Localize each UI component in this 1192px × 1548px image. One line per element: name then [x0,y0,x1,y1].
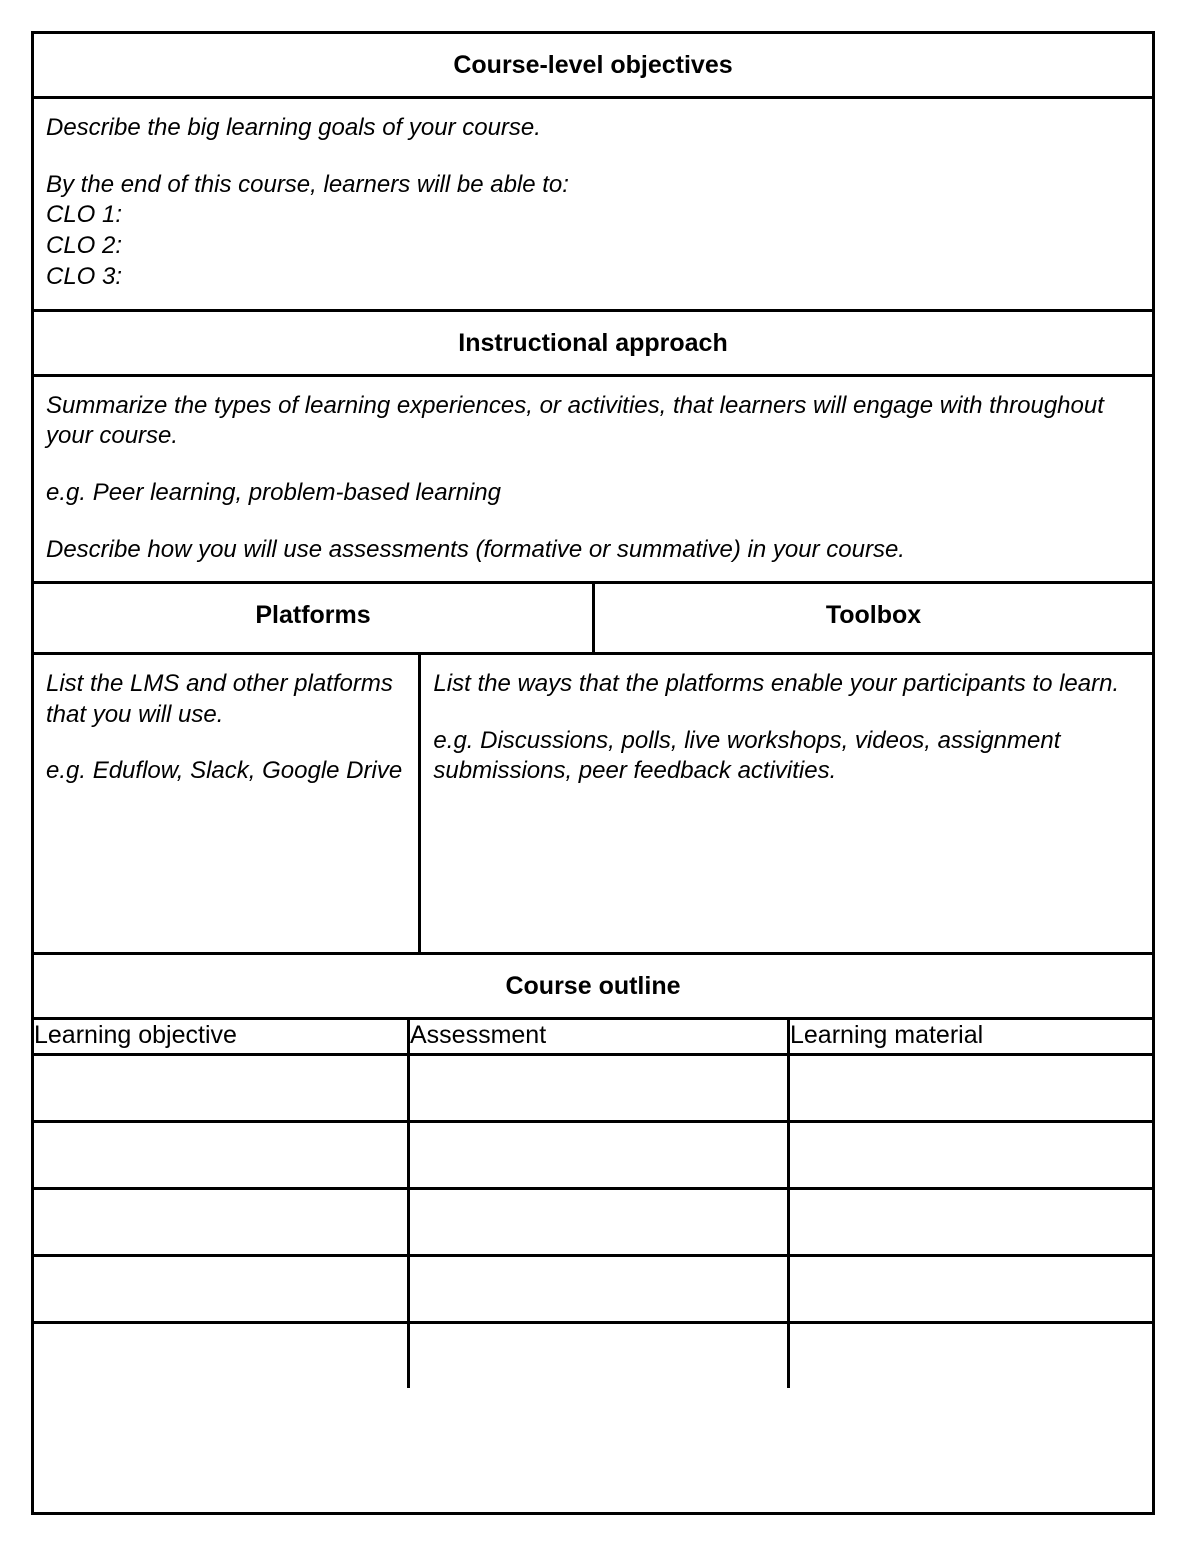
course-objectives-content[interactable] [34,99,1152,309]
column-header-assessment: Assessment [409,1020,789,1055]
instructional-approach-assessment-prompt: Describe how you will use assessments (formative or summative) in your course. [46,535,905,563]
toolbox-header-cell [595,584,1152,652]
toolbox-content[interactable] [421,655,1152,800]
cell-learning-material[interactable] [789,1189,1153,1256]
section-header-course-objectives [34,34,1152,99]
instructional-approach-content[interactable] [34,377,1152,582]
course-outline-title: Course outline [505,972,681,1001]
cell-assessment[interactable] [409,1055,789,1122]
toolbox-title: Toolbox [825,601,922,630]
course-objectives-stem: By the end of this course, learners will be able to: [46,170,569,198]
course-objectives-title: Course-level objectives [453,51,733,79]
section-header-platforms-toolbox [34,584,1152,655]
cell-learning-material[interactable] [789,1323,1153,1389]
table-row[interactable] [34,1256,1152,1323]
cell-assessment[interactable] [409,1122,789,1189]
platforms-header-cell [34,584,595,652]
toolbox-example: e.g. Discussions, polls, live workshops, videos, assignment submissions, peer feedback activities. [433,726,1061,784]
column-header-learning-material: Learning material [790,1021,984,1050]
section-header-course-outline [34,955,1152,1020]
instructional-approach-title: Instructional approach [458,328,728,357]
cell-assessment[interactable] [409,1256,789,1323]
toolbox-body-cell[interactable] [421,655,1152,952]
table-row[interactable] [34,1055,1152,1122]
table-header-row [34,1020,1152,1055]
section-body-instructional-approach[interactable] [34,377,1152,585]
table-row[interactable] [34,1189,1152,1256]
cell-learning-objective[interactable] [34,1189,409,1256]
toolbox-prompt: List the ways that the platforms enable your participants to learn. [433,670,1120,698]
table-row[interactable] [34,1122,1152,1189]
instructional-approach-example: e.g. Peer learning, problem-based learning [46,479,501,507]
course-objectives-clo-2[interactable]: CLO 2: [46,232,123,260]
cell-learning-material[interactable] [789,1122,1153,1189]
cell-assessment[interactable] [409,1323,789,1389]
cell-assessment[interactable] [409,1189,789,1256]
platforms-content[interactable] [34,655,418,800]
section-header-instructional-approach [34,312,1152,377]
cell-learning-objective[interactable] [34,1323,409,1389]
section-body-course-outline[interactable] [34,1020,1152,1388]
cell-learning-objective[interactable] [34,1055,409,1122]
column-header-learning-objective: Learning objective [34,1020,409,1055]
cell-learning-material[interactable] [789,1256,1153,1323]
course-objectives-clo-3[interactable]: CLO 3: [46,262,123,290]
cell-learning-material[interactable] [789,1055,1153,1122]
course-objectives-prompt: Describe the big learning goals of your course. [46,114,541,141]
instructional-approach-prompt: Summarize the types of learning experiences, or activities, that learners will engage with throughout your course. [46,391,1104,450]
section-body-platforms-toolbox[interactable] [34,655,1152,955]
cell-learning-objective[interactable] [34,1122,409,1189]
section-body-course-objectives[interactable] [34,99,1152,312]
platforms-title: Platforms [255,601,371,630]
course-outline-table [34,1020,1152,1388]
platforms-example: e.g. Eduflow, Slack, Google Drive [46,756,403,784]
course-objectives-clo-1[interactable]: CLO 1: [46,201,123,229]
table-row[interactable] [34,1323,1152,1389]
platforms-body-cell[interactable] [34,655,421,952]
platforms-prompt: List the LMS and other platforms that you will use. [46,670,393,728]
cell-learning-objective[interactable] [34,1256,409,1323]
course-design-template [31,31,1155,1515]
